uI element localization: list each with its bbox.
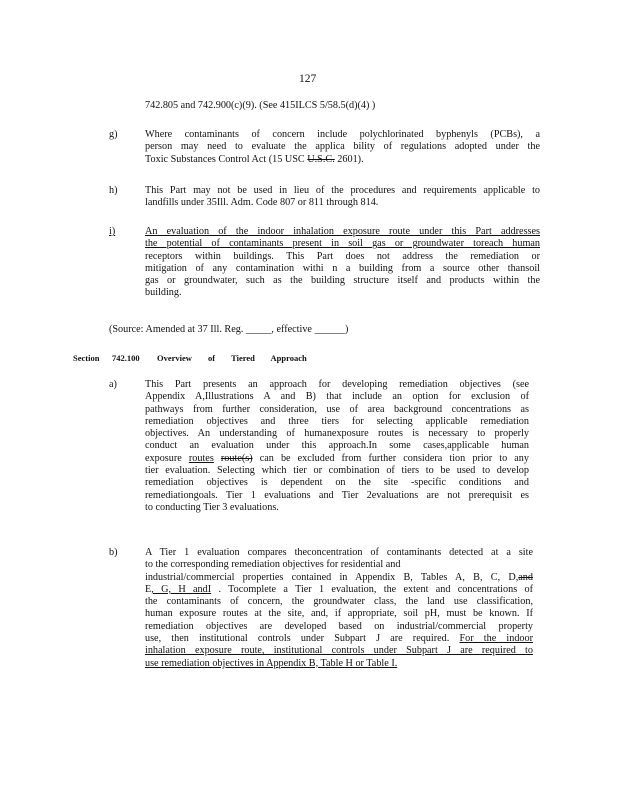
inserted-text-line: inhalation exposure route, institutional controls under Subpart J are required to	[145, 645, 533, 657]
inserted-text-line: the potential of contaminants present in soil gas or groundwater toreach human	[145, 238, 540, 250]
deleted-text: U.S.C.	[307, 153, 335, 165]
text-line: conduct an evaluation under this approach.In some cases,applicable human	[145, 440, 529, 452]
inserted-text-line: use remediation objectives in Appendix B, Table H or Table I.	[145, 657, 398, 669]
text-line: tier evaluation. Selecting which tier or combination of tiers to be used to develop	[145, 465, 529, 477]
text-line: exposure routes route(s) can be excluded from further considera tion prior to any	[145, 452, 529, 464]
text-line: gas or groundwater, such as the building structure itself and products within the	[145, 275, 540, 287]
item-label-b: b)	[109, 547, 118, 558]
text-line: receptors within buildings. This Part does not address the remediation or	[145, 250, 540, 262]
inserted-text: For the indoor	[459, 633, 534, 645]
text-line: remediation objectives are developed based on industrial/commercial property	[145, 620, 533, 632]
text-line: industrial/commercial properties contained in Appendix B, Tables A, B, C, D,and	[145, 571, 533, 583]
paragraph-a	[145, 379, 529, 514]
text-line: to the corresponding remediation objectives for residential and	[145, 559, 401, 571]
text-line: landfills under 35Ill. Adm. Code 807 or 811 through 814.	[145, 197, 379, 209]
inserted-text-line: An evaluation of the indoor inhalation exposure route under this Part addresses	[145, 226, 540, 237]
text-line: Toxic Substances Control Act (15 USC U.S.C. 2601).	[145, 153, 364, 165]
text-line: This Part presents an approach for developing remediation objectives (see	[145, 379, 529, 390]
page-number: 127	[299, 73, 317, 85]
text-line: mitigation of any contamination withi n a building from a source other thansoil	[145, 262, 540, 274]
paragraph-g	[145, 129, 540, 166]
deleted-text: route(s)	[220, 452, 253, 464]
inserted-text: routes	[188, 452, 214, 464]
paragraph-i	[145, 226, 540, 300]
item-label-i: i)	[109, 226, 116, 237]
section-id: 742.100	[112, 353, 140, 363]
text-line: remediation objectives is dependent on the site -specific conditions and	[145, 477, 529, 489]
section-label: Section	[73, 353, 100, 363]
text-line: pathways from further consideration, use of area background concentrations as	[145, 403, 529, 415]
text-line: the contaminants of concern, the groundwater class, the land use classification,	[145, 596, 533, 608]
text-line: to conducting Tier 3 evaluations.	[145, 501, 279, 513]
text-line: A Tier 1 evaluation compares theconcentration of contaminants detected at a site	[145, 547, 533, 558]
text-line: E, G, H andI . Tocomplete a Tier 1 evaluation, the extent and concentrations of	[145, 583, 533, 595]
item-label-a: a)	[109, 379, 117, 390]
text-line: Where contaminants of concern include polychlorinated byphenyls (PCBs), a	[145, 129, 540, 140]
text-line: use, then institutional controls under Subpart J are required. For the indoor	[145, 633, 534, 645]
text-line: This Part may not be used in lieu of the procedures and requirements applicable to	[145, 185, 540, 196]
section-title: Overview of Tiered Approach	[157, 353, 307, 363]
inserted-text: , G, H andI	[151, 583, 212, 595]
deleted-text: and	[518, 571, 533, 583]
text-line: Appendix A,Illustrations A and B) that include an option for exclusion of	[145, 391, 529, 403]
continued-line: 742.805 and 742.900(c)(9). (See 415ILCS 5/58.5(d)(4) )	[145, 100, 376, 111]
text-line: remediation objectives and three tiers for selecting applicable remediation	[145, 415, 529, 427]
item-label-h: h)	[109, 185, 118, 196]
text-line: remediationgoals. Tier 1 evaluations and Tier 2evaluations are not prerequisit es	[145, 489, 529, 501]
paragraph-h	[145, 185, 540, 210]
paragraph-b	[145, 547, 533, 670]
source-note: (Source: Amended at 37 Ill. Reg. _____, effective ______)	[109, 324, 349, 335]
item-label-g: g)	[109, 129, 118, 140]
text-line: building.	[145, 287, 182, 299]
text-line: objectives. An understanding of humanexposure routes is necessary to properly	[145, 428, 529, 440]
text-line: person may need to evaluate the applica bility of regulations adopted under the	[145, 141, 540, 153]
text-line: human exposure routes at the site, and, if appropriate, soil pH, must be known. If	[145, 608, 533, 620]
